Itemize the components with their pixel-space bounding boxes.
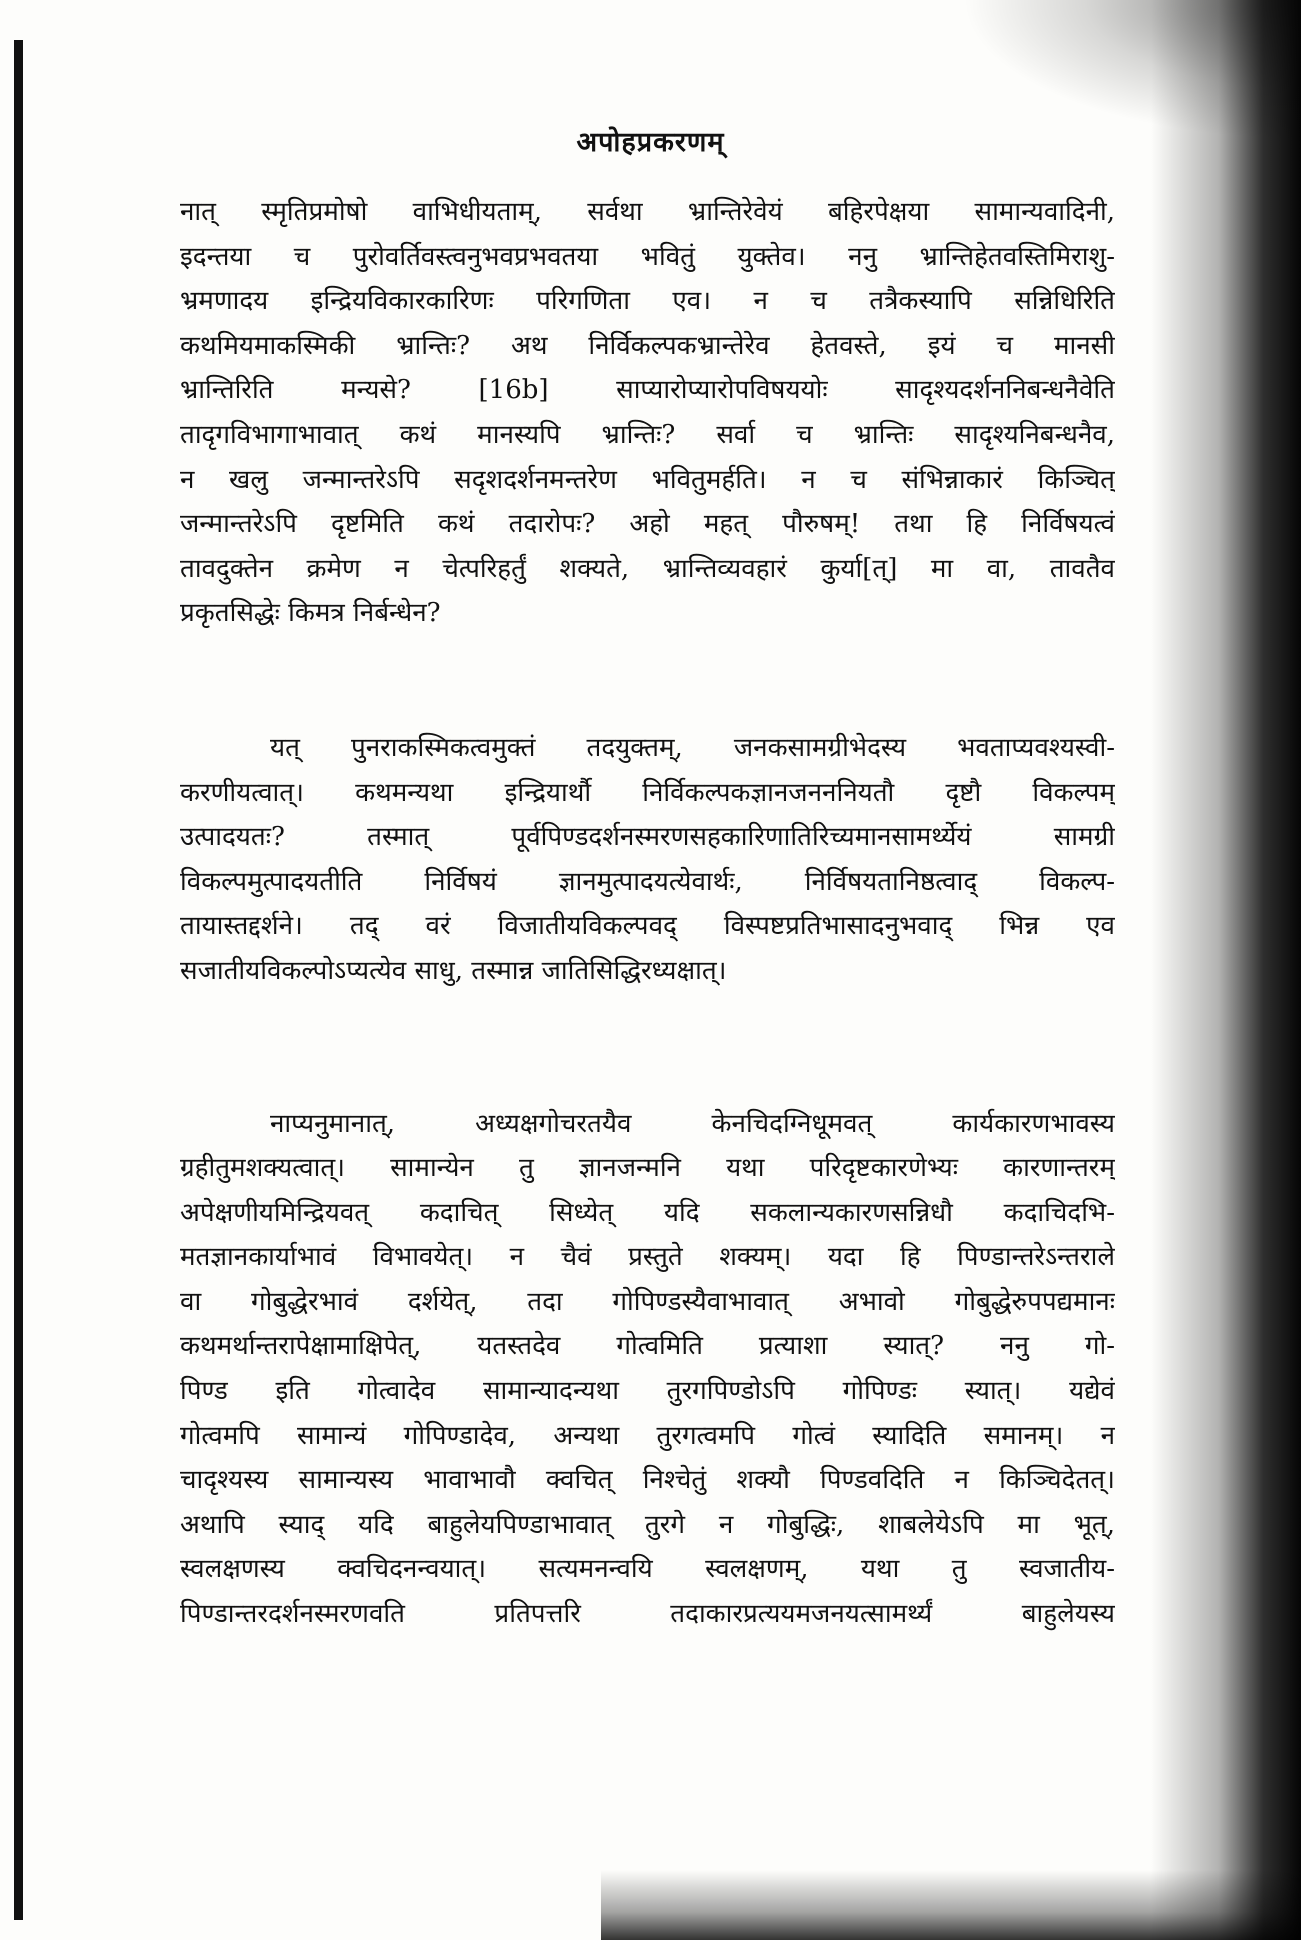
text-line: पिण्डान्तरदर्शनस्मरणवति प्रतिपत्तरि तदाकारप्रत्ययमजनयत्सामर्थ्यं बाहुलेयस्य [180, 1599, 1115, 1630]
text-line: कथमियमाकस्मिकी भ्रान्तिः? अथ निर्विकल्पकभ्रान्तेरेव हेतवस्ते, इयं च मानसी [180, 330, 1115, 361]
paragraph-2 [180, 726, 1115, 994]
text-line: करणीयत्वात्। कथमन्यथा इन्द्रियार्थौ निर्विकल्पकज्ञानजनननियतौ दृष्टौ विकल्पम् [180, 777, 1115, 808]
text-line: उत्पादयतः? तस्मात् पूर्वपिण्डदर्शनस्मरणसहकारिणातिरिच्यमानसामर्थ्येयं सामग्री [180, 822, 1115, 853]
text-line: नात् स्मृतिप्रमोषो वाभिधीयताम्, सर्वथा भ्रान्तिरेवेयं बहिरपेक्षया सामान्यवादिनी, [180, 197, 1115, 227]
text-line: भ्रमणादय इन्द्रियविकारकारिणः परिगणिता एव। न च तत्रैकस्यापि सन्निधिरिति [180, 286, 1115, 317]
text-line: भ्रान्तिरिति मन्यसे? [16b] साप्यारोप्यारोपविषययोः सादृश्यदर्शननिबन्धनैवेति [180, 375, 1115, 406]
text-line: यत् पुनराकस्मिकत्वमुक्तं तदयुक्तम्, जनकसामग्रीभेदस्य भवताप्यवश्यस्वी- [270, 732, 1115, 763]
scan-shadow-right [1151, 0, 1301, 1940]
text-line: ग्रहीतुमशक्यत्वात्। सामान्येन तु ज्ञानजन्मनि यथा परिदृष्टकारणेभ्यः कारणान्तरम् [180, 1153, 1115, 1184]
text-line: जन्मान्तरेऽपि दृष्टमिति कथं तदारोपः? अहो महत् पौरुषम्! तथा हि निर्विषयत्वं [180, 509, 1115, 540]
text-line: नाप्यनुमानात्, अध्यक्षगोचरतयैव केनचिदग्निधूमवत् कार्यकारणभावस्य [270, 1108, 1115, 1139]
text-line: कथमर्थान्तरापेक्षामाक्षिपेत्, यतस्तदेव गोत्वमिति प्रत्याशा स्यात्? ननु गो- [180, 1331, 1115, 1362]
text-line: वा गोबुद्धेरभावं दर्शयेत्, तदा गोपिण्डस्यैवाभावात् अभावो गोबुद्धेरुपपद्यमानः [180, 1286, 1115, 1317]
text-line: मतज्ञानकार्याभावं विभावयेत्। न चैवं प्रस्तुते शक्यम्। यदा हि पिण्डान्तरेऽन्तराले [180, 1242, 1115, 1273]
text-line: न खलु जन्मान्तरेऽपि सदृशदर्शनमन्तरेण भवितुमर्हति। न च संभिन्नाकारं किञ्चित् [180, 464, 1115, 495]
paragraph-spacer [180, 636, 1115, 726]
paragraph-spacer [180, 994, 1115, 1102]
text-line: अथापि स्याद् यदि बाहुलेयपिण्डाभावात् तुरगे न गोबुद्धिः, शाबलेयेऽपि मा भूत्, [180, 1509, 1115, 1540]
binding-edge [14, 40, 23, 1920]
body-text [180, 190, 1115, 1637]
text-line: इदन्तया च पुरोवर्तिवस्त्वनुभवप्रभवतया भवितुं युक्तेव। ननु भ्रान्तिहेतवस्तिमिराशु- [180, 241, 1115, 272]
text-line: तादृगविभागाभावात् कथं मानस्यपि भ्रान्तिः? सर्वा च भ्रान्तिः सादृश्यनिबन्धनैव, [180, 419, 1115, 450]
text-line: सजातीयविकल्पोऽप्यत्येव साधु, तस्मान्न जातिसिद्धिरध्यक्षात्। [180, 955, 727, 986]
text-line: पिण्ड इति गोत्वादेव सामान्यादन्यथा तुरगपिण्डोऽपि गोपिण्डः स्यात्। यद्येवं [180, 1376, 1115, 1407]
paragraph-1 [180, 190, 1115, 636]
text-line: अपेक्षणीयमिन्द्रियवत् कदाचित् सिध्येत् यदि सकलान्यकारणसन्निधौ कदाचिदभि- [180, 1197, 1115, 1228]
text-line: तावदुक्तेन क्रमेण न चेत्परिहर्तुं शक्यते, भ्रान्तिव्यवहारं कुर्या[त्] मा वा, तावतैव [180, 553, 1115, 584]
text-line: गोत्वमपि सामान्यं गोपिण्डादेव, अन्यथा तुरगत्वमपि गोत्वं स्यादिति समानम्। न [180, 1420, 1115, 1451]
running-head: अपोहप्रकरणम् [576, 127, 725, 158]
text-line: स्वलक्षणस्य क्वचिदनन्वयात्। सत्यमनन्वयि स्वलक्षणम्, यथा तु स्वजातीय- [180, 1554, 1115, 1585]
scan-shadow-bottom [601, 1870, 1301, 1940]
text-line: चादृश्यस्य सामान्यस्य भावाभावौ क्वचित् निश्चेतुं शक्यौ पिण्डवदिति न किञ्चिदेतत्। [180, 1465, 1115, 1496]
text-line: प्रकृतसिद्धेः किमत्र निर्बन्धेन? [180, 598, 441, 629]
text-line: विकल्पमुत्पादयतीति निर्विषयं ज्ञानमुत्पादयत्येवार्थः, निर्विषयतानिष्ठत्वाद् विकल्प- [180, 866, 1115, 897]
text-line: तायास्तद्दर्शने। तद् वरं विजातीयविकल्पवद् विस्पष्टप्रतिभासादनुभवाद् भिन्न एव [180, 911, 1115, 942]
paragraph-3 [180, 1102, 1115, 1637]
